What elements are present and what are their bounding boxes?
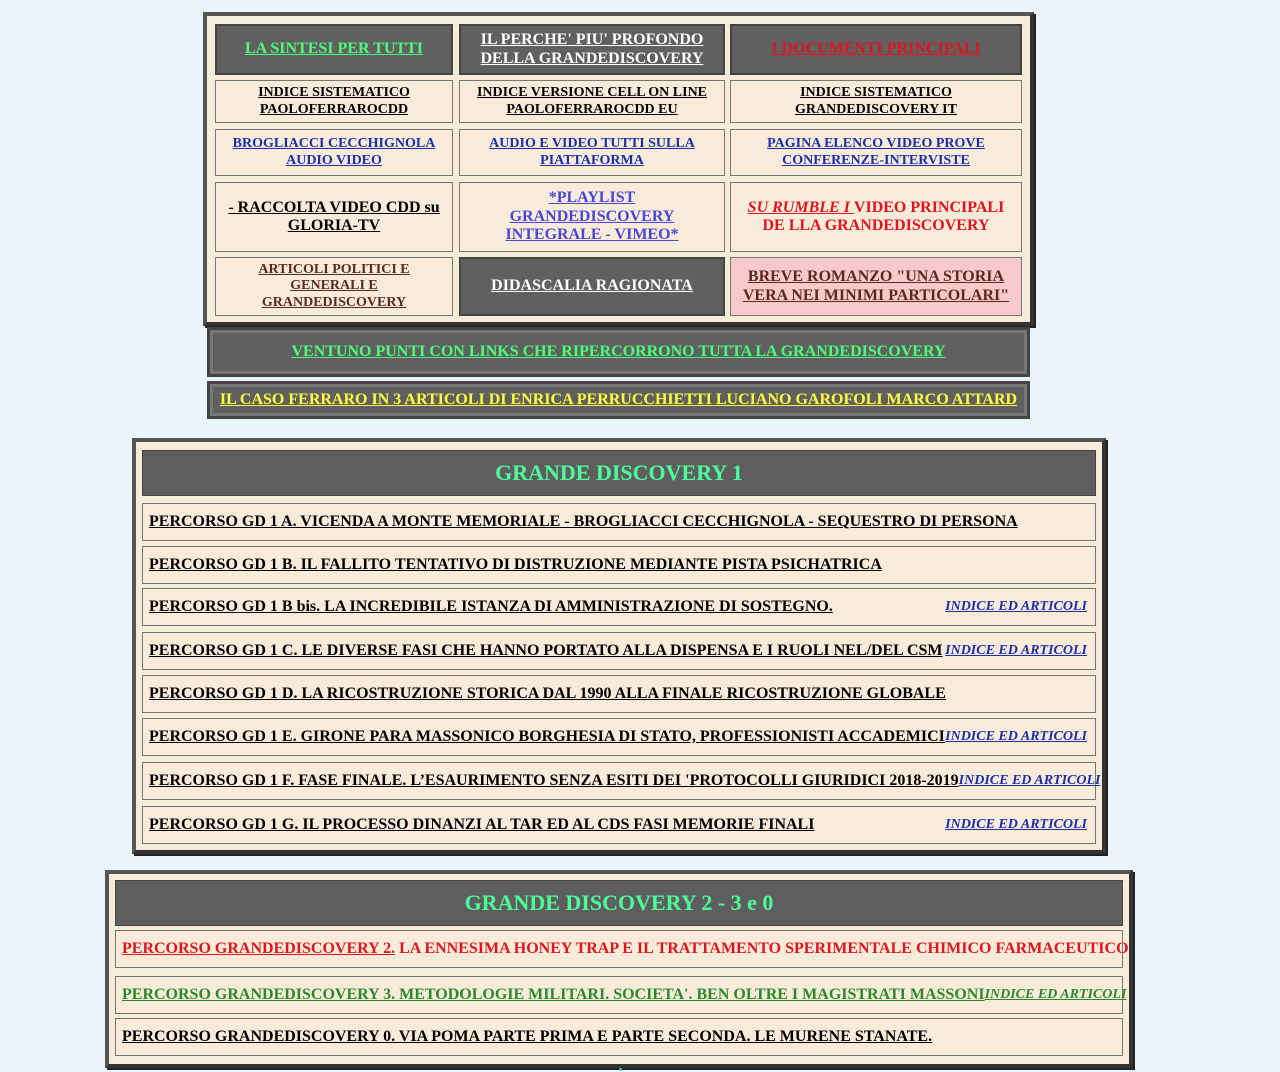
row-link: PERCORSO GD 1 E. GIRONE PARA MASSONICO BORGHESIA DI STATO, PROFESSIONISTI ACCADEMICI — [149, 728, 945, 745]
link-elenco-video-prove[interactable] — [730, 129, 1022, 176]
gd1-row[interactable] — [142, 503, 1096, 541]
link-sintesi-per-tutti[interactable] — [215, 24, 453, 75]
row-link: PERCORSO GD 1 B. IL FALLITO TENTATIVO DI DISTRUZIONE MEDIANTE PISTA PSICHATRICA — [149, 556, 882, 573]
link-label: I DOCUMENTI PRINCIPALI — [771, 40, 981, 58]
gd2-title: GRANDE DISCOVERY 2 - 3 e 0 — [115, 880, 1123, 926]
gd2-frame — [105, 870, 1133, 1068]
link-rumble-video[interactable] — [730, 182, 1022, 252]
link-playlist-vimeo[interactable] — [459, 182, 725, 252]
link-label: ARTICOLI POLITICI E GENERALI E GRANDEDISCOVERY — [258, 262, 410, 310]
gd1-row[interactable] — [142, 546, 1096, 584]
row-link: PERCORSO GD 1 G. IL PROCESSO DINANZI AL TAR ED AL CDS FASI MEMORIE FINALI — [149, 816, 815, 833]
link-label: LA SINTESI PER TUTTI — [245, 40, 423, 58]
gd1-row[interactable] — [142, 675, 1096, 713]
link-breve-romanzo[interactable] — [730, 257, 1022, 316]
indice-articoli-link[interactable]: INDICE ED ARTICOLI — [958, 773, 1101, 788]
gd1-frame — [132, 438, 1106, 854]
link-label: PAGINA ELENCO VIDEO PROVE CONFERENZE-INTERVISTE — [767, 136, 985, 168]
link-perche-profondo[interactable] — [459, 24, 725, 75]
rumble-label — [737, 199, 1015, 236]
row-link: PERCORSO GRANDEDISCOVERY 0. VIA POMA PARTE PRIMA E PARTE SECONDA. LE MURENE STANATE. — [122, 1028, 933, 1045]
link-indice-grandediscovery[interactable] — [730, 80, 1022, 123]
link-label: BREVE ROMANZO "UNA STORIA VERA NEI MINIMI PARTICOLARI" — [742, 268, 1010, 304]
row-link: PERCORSO GD 1 D. LA RICOSTRUZIONE STORICA DAL 1990 ALLA FINALE RICOSTRUZIONE GLOBALE — [149, 685, 946, 702]
gd2-row-3[interactable] — [115, 976, 1127, 1014]
rumble-text-part: VIDEO PRINCIPALI DE LLA GRANDEDISCOVERY — [762, 198, 1005, 234]
indice-articoli-link[interactable]: INDICE ED ARTICOLI — [945, 643, 1087, 658]
link-label: DIDASCALIA RAGIONATA — [491, 277, 693, 295]
link-indice-paoloferrarocdd[interactable] — [215, 80, 453, 123]
row-link: PERCORSO GRANDEDISCOVERY 2. — [122, 940, 396, 957]
row-label — [122, 940, 1129, 958]
link-label: INDICE SISTEMATICO GRANDEDISCOVERY IT — [795, 85, 957, 117]
rumble-link-part: SU RUMBLE I — [747, 198, 854, 216]
row-link: PERCORSO GD 1 B bis. LA INCREDIBILE ISTANZA DI AMMINISTRAZIONE DI SOSTEGNO. — [149, 598, 833, 615]
link-ventuno-punti[interactable] — [207, 327, 1030, 377]
link-label: BROGLIACCI CECCHIGNOLA AUDIO VIDEO — [232, 136, 436, 168]
link-label: INDICE VERSIONE CELL ON LINE PAOLOFERRAROCDD EU — [476, 85, 708, 117]
link-label: INDICE SISTEMATICO PAOLOFERRAROCDD — [258, 85, 410, 117]
band-label: IL CASO FERRARO IN 3 ARTICOLI DI ENRICA PERRUCCHIETTI LUCIANO GAROFOLI MARCO ATTARD — [219, 391, 1018, 408]
row-link: PERCORSO GD 1 C. LE DIVERSE FASI CHE HANNO PORTATO ALLA DISPENSA E I RUOLI NEL/DEL CSM — [149, 642, 943, 659]
link-label: - RACCOLTA VIDEO CDD su GLORIA-TV — [228, 198, 440, 234]
link-label: AUDIO E VIDEO TUTTI SULLA PIATTAFORMA — [489, 136, 695, 168]
row-link: PERCORSO GRANDEDISCOVERY 3. METODOLOGIE MILITARI. SOCIETA'. BEN OLTRE I MAGISTRATI MASSONI — [122, 986, 985, 1003]
link-didascalia-ragionata[interactable] — [459, 257, 725, 316]
gd1-title: GRANDE DISCOVERY 1 — [142, 450, 1096, 496]
row-link: PERCORSO GD 1 F. FASE FINALE. L’ESAURIMENTO SENZA ESITI DEI 'PROTOCOLLI GIURIDICI 2018-2019 — [149, 772, 959, 789]
link-documenti-principali[interactable] — [730, 24, 1022, 75]
gd1-row[interactable] — [142, 718, 1096, 756]
gd1-row[interactable] — [142, 762, 1101, 800]
gd1-row[interactable] — [142, 588, 1096, 626]
decorative-dot — [619, 1068, 622, 1071]
gd2-row-0[interactable] — [115, 1018, 1123, 1056]
link-brogliacci-audio-video[interactable] — [215, 129, 453, 176]
row-text: LA ENNESIMA HONEY TRAP E IL TRATTAMENTO SPERIMENTALE CHIMICO FARMACEUTICO — [395, 940, 1129, 957]
link-articoli-politici[interactable] — [215, 257, 453, 316]
link-caso-ferraro[interactable] — [207, 381, 1030, 419]
gd1-row[interactable] — [142, 806, 1096, 844]
indice-articoli-link[interactable]: INDICE ED ARTICOLI — [945, 599, 1087, 614]
indice-articoli-link[interactable]: INDICE ED ARTICOLI — [945, 817, 1087, 832]
band-label: VENTUNO PUNTI CON LINKS CHE RIPERCORRONO TUTTA LA GRANDEDISCOVERY — [291, 343, 946, 360]
gd2-row-2[interactable] — [115, 930, 1129, 968]
top-grid-frame — [203, 12, 1034, 326]
link-label: *PLAYLIST GRANDEDISCOVERY INTEGRALE - VIMEO* — [505, 189, 679, 244]
indice-articoli-link[interactable]: INDICE ED ARTICOLI — [945, 729, 1087, 744]
link-raccolta-gloria-tv[interactable] — [215, 182, 453, 252]
link-label: IL PERCHE' PIU' PROFONDO DELLA GRANDEDISCOVERY — [480, 31, 704, 67]
gd1-row[interactable] — [142, 632, 1096, 670]
row-link: PERCORSO GD 1 A. VICENDA A MONTE MEMORIALE - BROGLIACCI CECCHIGNOLA - SEQUESTRO DI PERSONA — [149, 513, 1018, 530]
link-indice-cell-online[interactable] — [459, 80, 725, 123]
link-audio-video-piattaforma[interactable] — [459, 129, 725, 176]
indice-articoli-link[interactable]: INDICE ED ARTICOLI — [984, 987, 1127, 1002]
